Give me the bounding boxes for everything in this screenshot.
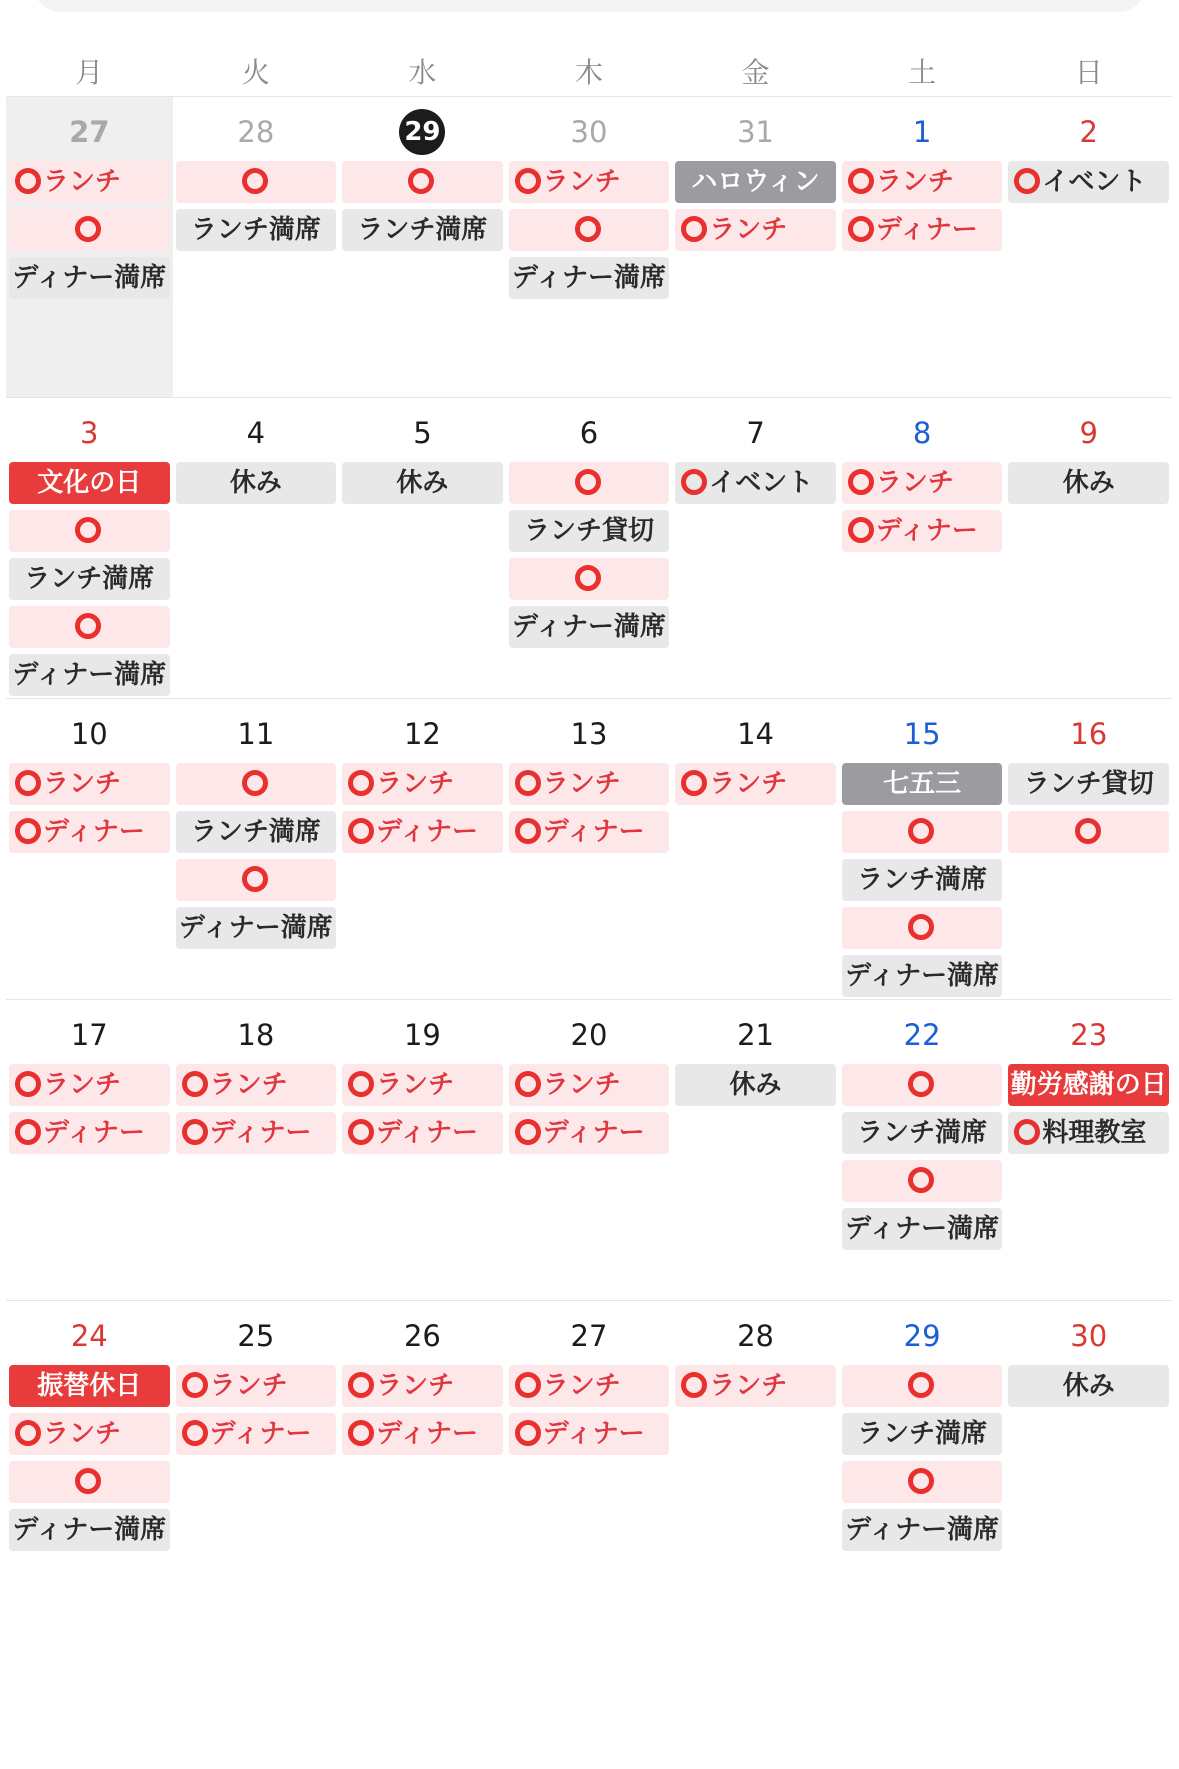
event-label: 七五三	[883, 769, 962, 799]
event-chip[interactable]	[842, 510, 1003, 552]
day-cell[interactable]	[839, 97, 1006, 397]
day-cell[interactable]	[1005, 97, 1172, 397]
event-chip[interactable]	[675, 209, 836, 251]
event-label: ランチ	[542, 769, 621, 799]
day-number: 10	[70, 717, 108, 751]
day-cell[interactable]	[339, 1301, 506, 1601]
event-chip[interactable]	[509, 558, 670, 600]
event-label: ランチ	[43, 167, 122, 197]
day-number: 30	[1070, 1319, 1108, 1353]
day-cell[interactable]	[1005, 699, 1172, 999]
event-label: ランチ	[209, 1070, 288, 1100]
event-label: ハロウィン	[691, 167, 820, 197]
event-label: 振替休日	[37, 1371, 142, 1401]
available-circle-icon	[908, 1071, 934, 1097]
event-chip[interactable]	[342, 1413, 503, 1455]
event-chip[interactable]	[9, 209, 170, 251]
available-circle-icon	[908, 1372, 934, 1398]
event-chip[interactable]	[1008, 462, 1169, 504]
available-circle-icon	[182, 1372, 208, 1398]
event-chip[interactable]	[342, 209, 503, 251]
day-cell[interactable]	[339, 1000, 506, 1300]
event-label: ランチ	[209, 1371, 288, 1401]
event-label: ディナー満席	[178, 913, 333, 943]
day-number: 6	[579, 416, 599, 450]
week-row	[6, 97, 1172, 397]
available-circle-icon	[182, 1071, 208, 1097]
event-chip[interactable]	[9, 763, 170, 805]
weekday-label: 火	[241, 56, 270, 89]
available-circle-icon	[242, 770, 268, 796]
available-circle-icon	[15, 1119, 41, 1145]
available-circle-icon	[515, 1119, 541, 1145]
available-circle-icon	[348, 1119, 374, 1145]
event-chip[interactable]	[509, 257, 670, 299]
day-cell[interactable]	[173, 398, 340, 698]
available-circle-icon	[515, 1071, 541, 1097]
event-label: ディナー	[209, 1118, 312, 1148]
day-number: 25	[237, 1319, 275, 1353]
available-circle-icon	[575, 565, 601, 591]
day-cell[interactable]	[1005, 398, 1172, 698]
day-number: 3	[80, 416, 99, 450]
event-label: ランチ満席	[24, 564, 155, 594]
available-circle-icon	[515, 168, 541, 194]
event-label: ディナー	[376, 1118, 479, 1148]
week-row	[6, 398, 1172, 698]
available-circle-icon	[348, 1420, 374, 1446]
available-circle-icon	[681, 1372, 707, 1398]
event-label: ランチ	[43, 1070, 122, 1100]
day-cell[interactable]	[506, 398, 673, 698]
event-label: 休み	[729, 1070, 782, 1100]
event-chip[interactable]	[509, 1413, 670, 1455]
event-label: ランチ満席	[857, 865, 988, 895]
available-circle-icon	[348, 1372, 374, 1398]
event-label: ディナー満席	[12, 660, 167, 690]
event-label: ディナー	[209, 1419, 312, 1449]
event-chip[interactable]	[176, 462, 337, 504]
event-chip[interactable]	[1008, 1365, 1169, 1407]
day-cell[interactable]	[1005, 1000, 1172, 1300]
event-chip[interactable]	[842, 1461, 1003, 1503]
day-number: 30	[570, 115, 608, 149]
event-label: ランチ満席	[357, 215, 488, 245]
event-label: ディナー満席	[845, 1214, 1000, 1244]
event-label: 休み	[229, 468, 282, 498]
event-chip[interactable]	[176, 1365, 337, 1407]
event-chip[interactable]	[342, 462, 503, 504]
event-chip[interactable]	[509, 1365, 670, 1407]
available-circle-icon	[182, 1420, 208, 1446]
event-label: 文化の日	[37, 468, 142, 498]
available-circle-icon	[908, 1167, 934, 1193]
event-label: ランチ	[376, 769, 455, 799]
event-chip[interactable]	[842, 907, 1003, 949]
day-cell[interactable]	[339, 97, 506, 397]
event-chip[interactable]	[842, 209, 1003, 251]
day-number: 16	[1070, 717, 1108, 751]
week-row	[6, 1000, 1172, 1300]
event-label: ディナー	[542, 1419, 645, 1449]
day-number: 8	[912, 416, 932, 450]
day-cell[interactable]	[6, 699, 173, 999]
available-circle-icon	[15, 770, 41, 796]
event-chip[interactable]	[176, 811, 337, 853]
available-circle-icon	[15, 1071, 41, 1097]
day-number: 1	[912, 115, 932, 149]
day-cell[interactable]	[6, 1000, 173, 1300]
week-row	[6, 1301, 1172, 1601]
event-chip[interactable]	[9, 257, 170, 299]
available-circle-icon	[848, 517, 874, 543]
available-circle-icon	[242, 866, 268, 892]
event-label: 料理教室	[1042, 1118, 1147, 1148]
event-chip[interactable]	[9, 811, 170, 853]
event-label: ランチ	[43, 769, 122, 799]
event-chip[interactable]	[842, 1509, 1003, 1551]
event-label: 休み	[1062, 468, 1115, 498]
event-chip[interactable]	[509, 1112, 670, 1154]
event-label: イベント	[1042, 167, 1147, 197]
day-number: 19	[403, 1018, 441, 1052]
day-cell[interactable]	[6, 97, 173, 397]
day-cell[interactable]	[506, 699, 673, 999]
event-chip[interactable]	[9, 1509, 170, 1551]
day-number: 12	[403, 717, 441, 751]
event-label: ディナー	[376, 817, 479, 847]
available-circle-icon	[348, 818, 374, 844]
day-number: 2	[1079, 115, 1098, 149]
day-number: 23	[1070, 1018, 1108, 1052]
weekday-label: 金	[741, 56, 770, 89]
day-number: 4	[246, 416, 266, 450]
day-cell[interactable]	[839, 699, 1006, 999]
day-number: 22	[903, 1018, 941, 1052]
event-label: ランチ	[542, 1371, 621, 1401]
event-chip[interactable]	[842, 1365, 1003, 1407]
day-cell[interactable]	[339, 699, 506, 999]
day-number: 27	[570, 1319, 608, 1353]
event-label: ディナー	[376, 1419, 479, 1449]
event-label: ランチ	[376, 1371, 455, 1401]
event-chip[interactable]	[342, 1365, 503, 1407]
event-chip[interactable]	[9, 558, 170, 600]
day-number: 20	[570, 1018, 608, 1052]
event-chip[interactable]	[842, 1112, 1003, 1154]
event-chip[interactable]	[509, 606, 670, 648]
event-label: ランチ	[43, 1419, 122, 1449]
event-chip[interactable]	[675, 161, 836, 203]
event-chip[interactable]	[9, 1365, 170, 1407]
available-circle-icon	[575, 216, 601, 242]
day-cell[interactable]	[6, 398, 173, 698]
event-chip[interactable]	[1008, 1112, 1169, 1154]
day-number: 9	[1079, 416, 1098, 450]
day-number: 11	[237, 717, 275, 751]
available-circle-icon	[848, 216, 874, 242]
event-chip[interactable]	[176, 209, 337, 251]
day-number: 29	[399, 109, 445, 155]
event-chip[interactable]	[842, 763, 1003, 805]
event-chip[interactable]	[9, 510, 170, 552]
event-label: ディナー	[542, 1118, 645, 1148]
event-chip[interactable]	[509, 763, 670, 805]
day-number: 28	[237, 115, 275, 149]
event-label: ディナー	[875, 215, 978, 245]
day-number: 24	[70, 1319, 108, 1353]
day-cell[interactable]	[506, 1301, 673, 1601]
event-chip[interactable]	[509, 161, 670, 203]
day-number: 5	[413, 416, 432, 450]
event-chip[interactable]	[842, 955, 1003, 997]
day-number: 31	[737, 115, 775, 149]
available-circle-icon	[681, 469, 707, 495]
day-cell[interactable]	[672, 1000, 839, 1300]
available-circle-icon	[348, 770, 374, 796]
available-circle-icon	[75, 216, 101, 242]
event-label: ランチ	[376, 1070, 455, 1100]
available-circle-icon	[408, 168, 434, 194]
event-label: 休み	[1062, 1371, 1115, 1401]
day-number: 13	[570, 717, 608, 751]
available-circle-icon	[908, 914, 934, 940]
day-cell[interactable]	[839, 1301, 1006, 1601]
event-label: ランチ貸切	[523, 516, 654, 546]
event-label: ディナー満席	[512, 612, 666, 642]
event-chip[interactable]	[9, 462, 170, 504]
available-circle-icon	[681, 216, 707, 242]
weekday-label: 木	[574, 56, 603, 89]
day-cell[interactable]	[1005, 1301, 1172, 1601]
event-chip[interactable]	[842, 1413, 1003, 1455]
available-circle-icon	[15, 1420, 41, 1446]
available-circle-icon	[1014, 1119, 1040, 1145]
event-label: ディナー満席	[12, 1515, 167, 1545]
event-chip[interactable]	[176, 859, 337, 901]
day-cell[interactable]	[339, 398, 506, 698]
event-label: ディナー	[43, 1118, 145, 1148]
event-chip[interactable]	[509, 1064, 670, 1106]
event-chip[interactable]	[842, 1208, 1003, 1250]
event-label: ランチ	[709, 215, 788, 245]
day-number: 15	[903, 717, 941, 751]
available-circle-icon	[681, 770, 707, 796]
event-label: ランチ	[875, 468, 954, 498]
event-chip[interactable]	[1008, 763, 1169, 805]
weekday-label: 水	[408, 56, 437, 89]
available-circle-icon	[75, 517, 101, 543]
event-chip[interactable]	[509, 510, 670, 552]
available-circle-icon	[1014, 168, 1040, 194]
available-circle-icon	[182, 1119, 208, 1145]
event-chip[interactable]	[176, 763, 337, 805]
event-label: ランチ満席	[857, 1419, 988, 1449]
event-label: ランチ	[709, 769, 788, 799]
event-chip[interactable]	[509, 811, 670, 853]
day-cell[interactable]	[672, 699, 839, 999]
event-chip[interactable]	[842, 462, 1003, 504]
day-cell[interactable]	[839, 1000, 1006, 1300]
event-label: ディナー満席	[845, 961, 1000, 991]
day-cell[interactable]	[173, 699, 340, 999]
event-chip[interactable]	[342, 1112, 503, 1154]
event-label: ディナー	[542, 817, 645, 847]
event-label: ディナー満席	[512, 263, 666, 293]
event-chip[interactable]	[9, 161, 170, 203]
event-chip[interactable]	[842, 161, 1003, 203]
event-label: ディナー満席	[845, 1515, 1000, 1545]
event-chip[interactable]	[9, 606, 170, 648]
event-label: ランチ満席	[190, 215, 321, 245]
available-circle-icon	[575, 469, 601, 495]
event-label: ランチ	[542, 167, 621, 197]
event-chip[interactable]	[9, 1413, 170, 1455]
event-chip[interactable]	[342, 161, 503, 203]
day-cell[interactable]	[839, 398, 1006, 698]
event-chip[interactable]	[1008, 161, 1169, 203]
available-circle-icon	[908, 1468, 934, 1494]
event-label: 勤労感謝の日	[1010, 1070, 1167, 1100]
event-chip[interactable]	[675, 763, 836, 805]
event-chip[interactable]	[675, 1064, 836, 1106]
event-chip[interactable]	[176, 1064, 337, 1106]
day-cell[interactable]	[173, 97, 340, 397]
available-circle-icon	[15, 168, 41, 194]
day-number: 14	[737, 717, 775, 751]
event-chip[interactable]	[342, 1064, 503, 1106]
event-chip[interactable]	[842, 859, 1003, 901]
available-circle-icon	[908, 818, 934, 844]
weekday-label: 土	[908, 56, 937, 89]
available-circle-icon	[348, 1071, 374, 1097]
day-number: 28	[737, 1319, 775, 1353]
week-row	[6, 699, 1172, 999]
event-chip[interactable]	[509, 209, 670, 251]
event-label: ランチ	[709, 1371, 788, 1401]
available-circle-icon	[75, 1468, 101, 1494]
weekday-label: 日	[1074, 56, 1103, 89]
day-cell[interactable]	[672, 97, 839, 397]
event-chip[interactable]	[9, 1064, 170, 1106]
event-chip[interactable]	[675, 1365, 836, 1407]
day-cell[interactable]	[506, 97, 673, 397]
event-chip[interactable]	[1008, 1064, 1169, 1106]
day-number: 21	[737, 1018, 775, 1052]
available-circle-icon	[848, 168, 874, 194]
available-circle-icon	[242, 168, 268, 194]
day-number: 18	[237, 1018, 275, 1052]
event-label: ディナー満席	[12, 263, 167, 293]
available-circle-icon	[515, 1420, 541, 1446]
event-chip[interactable]	[176, 1112, 337, 1154]
event-chip[interactable]	[842, 1160, 1003, 1202]
event-label: 休み	[396, 468, 449, 498]
event-chip[interactable]	[342, 763, 503, 805]
weekday-label: 月	[75, 56, 104, 89]
event-label: イベント	[709, 468, 814, 498]
event-label: ディナー	[875, 516, 978, 546]
available-circle-icon	[515, 818, 541, 844]
day-number: 17	[70, 1018, 108, 1052]
available-circle-icon	[1075, 818, 1101, 844]
event-label: ランチ貸切	[1023, 769, 1154, 799]
event-chip[interactable]	[342, 811, 503, 853]
day-number: 26	[403, 1319, 441, 1353]
event-label: ディナー	[43, 817, 145, 847]
event-label: ランチ	[542, 1070, 621, 1100]
event-chip[interactable]	[176, 1413, 337, 1455]
day-number: 7	[746, 416, 765, 450]
day-cell[interactable]	[506, 1000, 673, 1300]
day-cell[interactable]	[672, 398, 839, 698]
event-chip[interactable]	[9, 654, 170, 696]
day-cell[interactable]	[173, 1000, 340, 1300]
event-chip[interactable]	[842, 811, 1003, 853]
day-number: 29	[903, 1319, 941, 1353]
available-circle-icon	[15, 818, 41, 844]
event-chip[interactable]	[1008, 811, 1169, 853]
day-cell[interactable]	[6, 1301, 173, 1601]
event-chip[interactable]	[176, 161, 337, 203]
event-chip[interactable]	[675, 462, 836, 504]
event-chip[interactable]	[9, 1461, 170, 1503]
available-circle-icon	[515, 1372, 541, 1398]
event-chip[interactable]	[176, 907, 337, 949]
event-chip[interactable]	[842, 1064, 1003, 1106]
event-label: ランチ満席	[190, 817, 321, 847]
event-chip[interactable]	[509, 462, 670, 504]
search-bar-remnant	[34, 0, 1145, 12]
day-cell[interactable]	[672, 1301, 839, 1601]
event-chip[interactable]	[9, 1112, 170, 1154]
available-circle-icon	[515, 770, 541, 796]
available-circle-icon	[848, 469, 874, 495]
event-label: ランチ満席	[857, 1118, 988, 1148]
day-number: 27	[69, 115, 110, 149]
available-circle-icon	[75, 613, 101, 639]
day-cell[interactable]	[173, 1301, 340, 1601]
event-label: ランチ	[875, 167, 954, 197]
